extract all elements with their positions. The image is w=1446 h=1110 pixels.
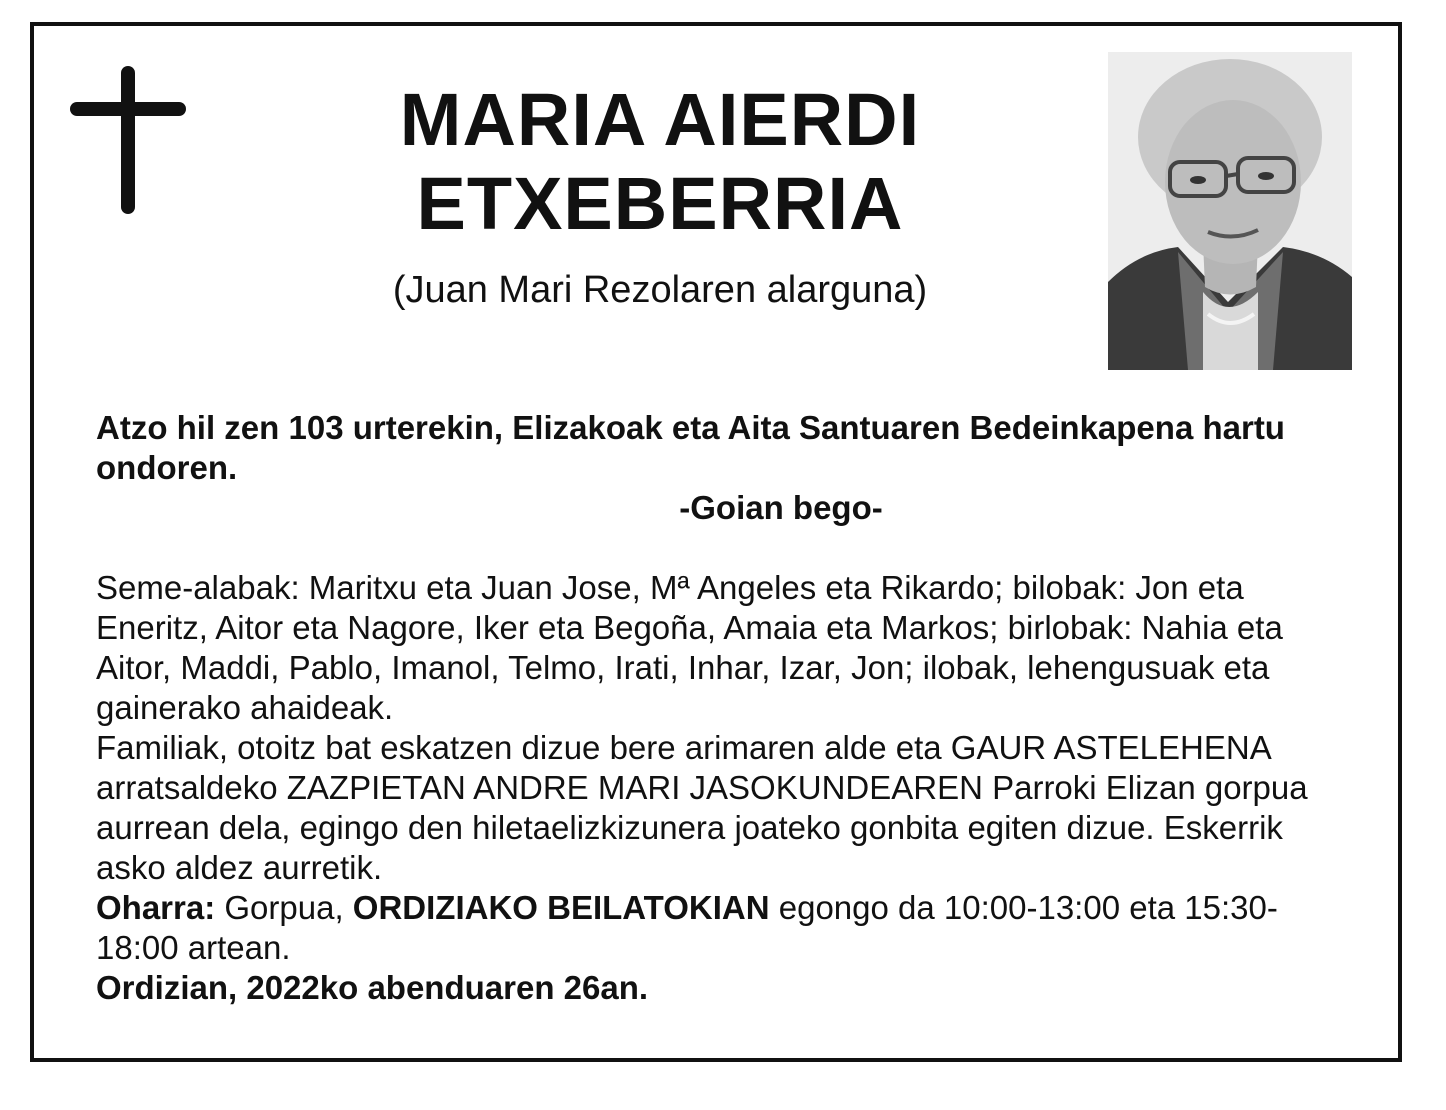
cross-icon xyxy=(70,66,186,216)
deceased-name-line1: MARIA AIERDI xyxy=(399,78,921,161)
obituary-body xyxy=(96,408,1346,1008)
cross-icon-vertical xyxy=(121,66,135,214)
deceased-name xyxy=(300,78,1020,246)
widow-of-subtitle: (Juan Mari Rezolaren alarguna) xyxy=(392,269,928,311)
portrait-photo-drawing xyxy=(1108,52,1352,370)
note xyxy=(96,888,1346,968)
note-place: ORDIZIAKO BEILATOKIAN xyxy=(352,889,770,926)
death-announcement: Atzo hil zen 103 urterekin, Elizakoak eta Aita Santuaren Bedeinkapena hartu ondoren. xyxy=(96,409,1285,486)
deceased-name-line2: ETXEBERRIA xyxy=(416,162,904,245)
family-members: Seme-alabak: Maritxu eta Juan Jose, Mª Angeles eta Rikardo; bilobak: Jon eta Eneritz, Aitor eta Nagore, Iker eta Begoña, Amaia eta Markos; birlobak: Nahia eta Aitor, Maddi, Pablo, Imanol, Telmo, Irati, Inhar, Izar, Jon; ilobak, lehengusuak eta gainerako ahaideak. xyxy=(96,569,1283,726)
note-text-2: egongo da 10:00-13:00 eta 15:30-18:00 artean. xyxy=(96,889,1278,966)
portrait-photo xyxy=(1108,52,1352,370)
cross-icon-horizontal xyxy=(70,102,186,116)
note-label: Oharra: xyxy=(96,889,216,926)
paragraph-gap xyxy=(96,528,1346,568)
place-and-date: Ordizian, 2022ko abenduaren 26an. xyxy=(96,969,649,1006)
funeral-invitation: Familiak, otoitz bat eskatzen dizue bere arimaren alde eta GAUR ASTELEHENA arratsaldeko ZAZPIETAN ANDRE MARI JASOKUNDEAREN Parroki Elizan gorpua aurrean dela, egingo den hiletaelizkizunera joateko gonbita egiten dizue. Eskerrik asko aldez aurretik. xyxy=(96,729,1308,886)
rest-in-peace: -Goian bego- xyxy=(679,489,883,526)
note-text-1: Gorpua, xyxy=(215,889,353,926)
